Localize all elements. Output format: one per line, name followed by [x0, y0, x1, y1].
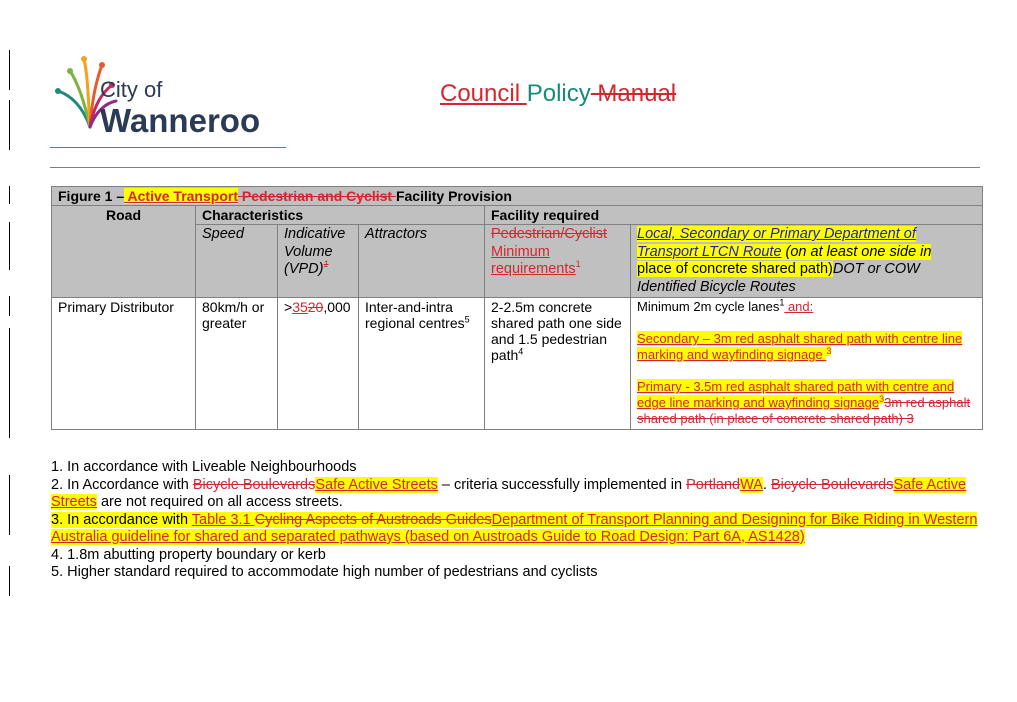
footnote-5: 5. Higher standard required to accommodate high number of pedestrians and cyclists — [51, 564, 598, 580]
facility-provision-table — [51, 186, 983, 430]
deleted-route-text: 3m red asphalt shared path (in place of concrete shared path) 3 — [637, 395, 971, 426]
table-header-row — [52, 206, 983, 225]
cell-pedestrian: 2-2.5m concrete shared path one side and 1.5 pedestrian path$^4$ — [485, 298, 631, 430]
change-bar — [9, 50, 10, 90]
title-policy: Policy — [526, 80, 591, 107]
subheader-attractors: Attractors — [359, 225, 485, 298]
change-bar — [9, 100, 10, 150]
subheader-cycle-route: Local, Secondary or Primary Department of Transport LTCN Route (on at least one side in place of concrete shared path)DOT or COW Identified Bicycle Routes — [631, 225, 983, 298]
footnote-1: 1. In accordance with Liveable Neighbourhoods — [51, 459, 357, 475]
change-bar — [9, 475, 10, 535]
change-bar — [9, 296, 10, 316]
logo-line1: City of — [100, 77, 163, 102]
header-road: Road — [52, 206, 196, 298]
table-row — [52, 298, 983, 430]
footnote-2: 2. In Accordance with Bicycle BoulevardsSafe Active Streets – criteria successfully implemented in PortlandWA. Bicycle BoulevardsSafe Active Streets are not required on all access streets. — [51, 476, 967, 510]
change-bar — [9, 222, 10, 270]
cell-road: Primary Distributor — [52, 298, 196, 430]
change-bar — [9, 186, 10, 204]
footnote-4: 4. 1.8m abutting property boundary or kerb — [51, 546, 326, 563]
header-facility: Facility required — [485, 206, 983, 225]
subheader-speed: Speed — [196, 225, 278, 298]
logo-line2: Wanneroo — [100, 102, 261, 139]
subheader-pedestrian: Pedestrian/Cyclist Minimum requirements$^1$ — [485, 225, 631, 298]
title-inserted: Council — [440, 80, 527, 107]
primary-route-text: Primary - 3.5m red asphalt shared path with centre and edge line marking and wayfinding signage — [637, 379, 955, 410]
dot-guideline-reference: Department of Transport Planning and Designing for Bike Riding in Western Australia guideline for shared and separated pathways (based on Austroads Guide to Road Design: Part 6A, AS1428) — [51, 511, 978, 545]
footnotes — [51, 459, 991, 582]
title-deleted: Manual — [590, 80, 677, 107]
header-divider — [50, 167, 980, 168]
cell-cycle: Minimum 2m cycle lanes$^1$ and: Secondary – 3m red asphalt shared path with centre line marking and wayfinding signage $^3$ Primary - 3.5m red asphalt shared path with centre and edge line marking and wayfinding signage$^3$3m red asphalt shared path (in place of concrete shared path) 3 — [631, 298, 983, 430]
logo-underline — [50, 147, 286, 148]
subheader-volume: Indicative Volume (VPD)$^1$ — [278, 225, 359, 298]
change-bar — [9, 566, 10, 596]
secondary-route-text: Secondary – 3m red asphalt shared path with centre line marking and wayfinding signage — [637, 331, 963, 362]
page-title — [440, 80, 676, 108]
header-characteristics: Characteristics — [196, 206, 485, 225]
city-of-wanneroo-logo — [52, 55, 292, 150]
table-title-row — [52, 187, 983, 206]
ltcn-route-link[interactable]: Local, Secondary or Primary Department of Transport LTCN Route — [637, 226, 916, 260]
change-bar — [9, 328, 10, 438]
cell-volume: >3520,000 — [278, 298, 359, 430]
figure-title: Figure 1 – Active Transport Pedestrian and Cyclist Facility Provision — [52, 187, 983, 206]
figure-title-inserted: Active Transport — [124, 188, 238, 204]
figure-title-deleted: Pedestrian and Cyclist — [238, 188, 396, 204]
footnote-3: 3. In accordance with Table 3.1 Cycling Aspects of Austroads GuidesDepartment of Transport Planning and Designing for Bike Riding in Western Australia guideline for shared and separated pathways (based on Austroads Guide to Road Design: Part 6A, AS1428) — [51, 511, 978, 545]
cell-attractors: Inter-and-intra regional centres$^5$ — [359, 298, 485, 430]
cell-speed: 80km/h or greater — [196, 298, 278, 430]
